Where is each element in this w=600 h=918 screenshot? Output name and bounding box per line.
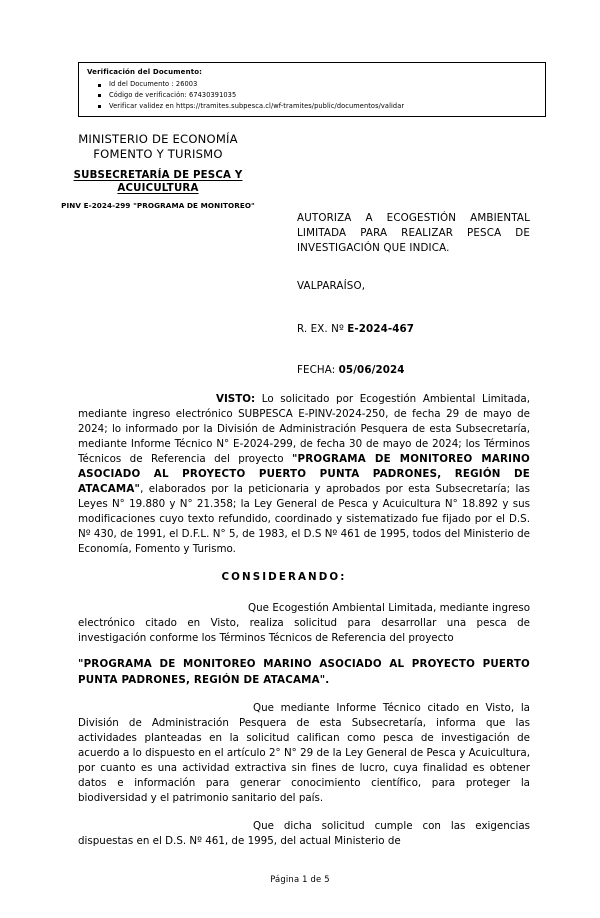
resolution-date-value: 05/06/2024: [338, 364, 405, 377]
paragraph-considerando-2: [78, 701, 530, 806]
resolution-date-label: FECHA:: [297, 364, 339, 377]
verification-list: [87, 79, 539, 111]
considerando-1-text: Que Ecogestión Ambiental Limitada, mediante ingreso electrónico citado en Visto, realiza solicitud para desarrollar una pesca de investigación conforme los Términos Técnicos de Referencia del proyecto: [78, 602, 530, 645]
verification-item-url: Verificar validez en https://tramites.subpesca.cl/wf-tramites/public/documentos/validar: [109, 101, 539, 112]
visto-project-name: "PROGRAMA DE MONITOREO MARINO ASOCIADO AL PROYECTO PUERTO PUNTA PADRONES, REGIÓN DE ATACAMA": [78, 453, 530, 496]
visto-label: VISTO:: [216, 393, 256, 405]
resolution-number-line: [297, 322, 530, 337]
resolution-date-line: [297, 363, 530, 378]
document-body: [78, 392, 530, 862]
project-code-label: PINV E-2024-299 "PROGRAMA DE MONITOREO": [61, 200, 255, 210]
ministry-line-2: FOMENTO Y TURISMO: [93, 147, 223, 162]
verification-title: Verificación del Documento:: [87, 68, 203, 76]
verification-item-document-id: Id del Documento : 26003: [109, 79, 539, 90]
considerando-2-text: Que mediante Informe Técnico citado en Visto, la División de Administración Pesquera de esta Subsecretaría, informa que las actividades planteadas en la solicitud califican como pesca de investigación de acuerdo a lo dispuesto en el artículo 2° N° 29 de la Ley General de Pesca y Acuicultura, por cuanto es una actividad extractiva sin fines de lucro, cuya finalidad es obtener datos e información para generar conocimiento científico, para proteger la biodiversidad y el patrimonio sanitario del país.: [78, 701, 530, 804]
paragraph-considerando-3: [78, 819, 530, 849]
considerando-1-project-name: "PROGRAMA DE MONITOREO MARINO ASOCIADO AL PROYECTO PUERTO PUNTA PADRONES, REGIÓN DE ATACAMA".: [78, 658, 530, 686]
considerando-heading: CONSIDERANDO:: [221, 571, 347, 584]
paragraph-considerando-1: [78, 601, 530, 646]
subsecretariat-line-2: ACUICULTURA: [117, 183, 199, 195]
subsecretariat-line-1: SUBSECRETARÍA DE PESCA Y: [73, 169, 243, 181]
paragraph-visto: [78, 392, 530, 557]
subsecretariat-heading: [33, 169, 283, 196]
resolution-number-value: E-2024-467: [347, 322, 415, 335]
visto-text-part-2: , elaborados por la peticionaria y aprobados por esta Subsecretaría; las Leyes N° 19.880 y N° 21.358; la Ley General de Pesca y Acuicultura N° 18.892 y sus modificaciones cuyo texto refundido, coordinado y sistematizado fue fijado por el D.S. Nº 430, de 1991, el D.F.L. N° 5, de 1983, el D.S Nº 461 de 1995, todos del Ministerio de Economía, Fomento y Turismo.: [78, 483, 530, 556]
ministry-line-1: MINISTERIO DE ECONOMÍA: [78, 132, 238, 146]
verification-item-code: Código de verificación: 67430391035: [109, 90, 539, 101]
resolution-title-block: [297, 211, 530, 378]
institution-header: [33, 132, 283, 210]
resolution-number-label: R. EX. Nº: [297, 322, 348, 335]
document-verification-box: [78, 62, 546, 117]
paragraph-considerando-1-project: [78, 657, 530, 687]
considerando-3-text: Que dicha solicitud cumple con las exigencias dispuestas en el D.S. Nº 461, de 1995, del actual Ministerio de: [78, 819, 530, 847]
resolution-city: VALPARAÍSO,: [297, 279, 366, 292]
visto-text-part-1: Lo solicitado por Ecogestión Ambiental Limitada, mediante ingreso electrónico SUBPESCA E-PINV-2024-250, de fecha 29 de mayo de 2024; lo informado por la División de Administración Pesquera de esta Subsecretaría, mediante Informe Técnico N° E-2024-299, de fecha 30 de mayo de 2024; los Términos Técnicos de Referencia del proyecto: [78, 393, 530, 466]
page-footer: Página 1 de 5: [270, 874, 330, 884]
resolution-subject: AUTORIZA A ECOGESTIÓN AMBIENTAL LIMITADA PARA REALIZAR PESCA DE INVESTIGACIÓN QUE INDICA.: [297, 212, 530, 255]
